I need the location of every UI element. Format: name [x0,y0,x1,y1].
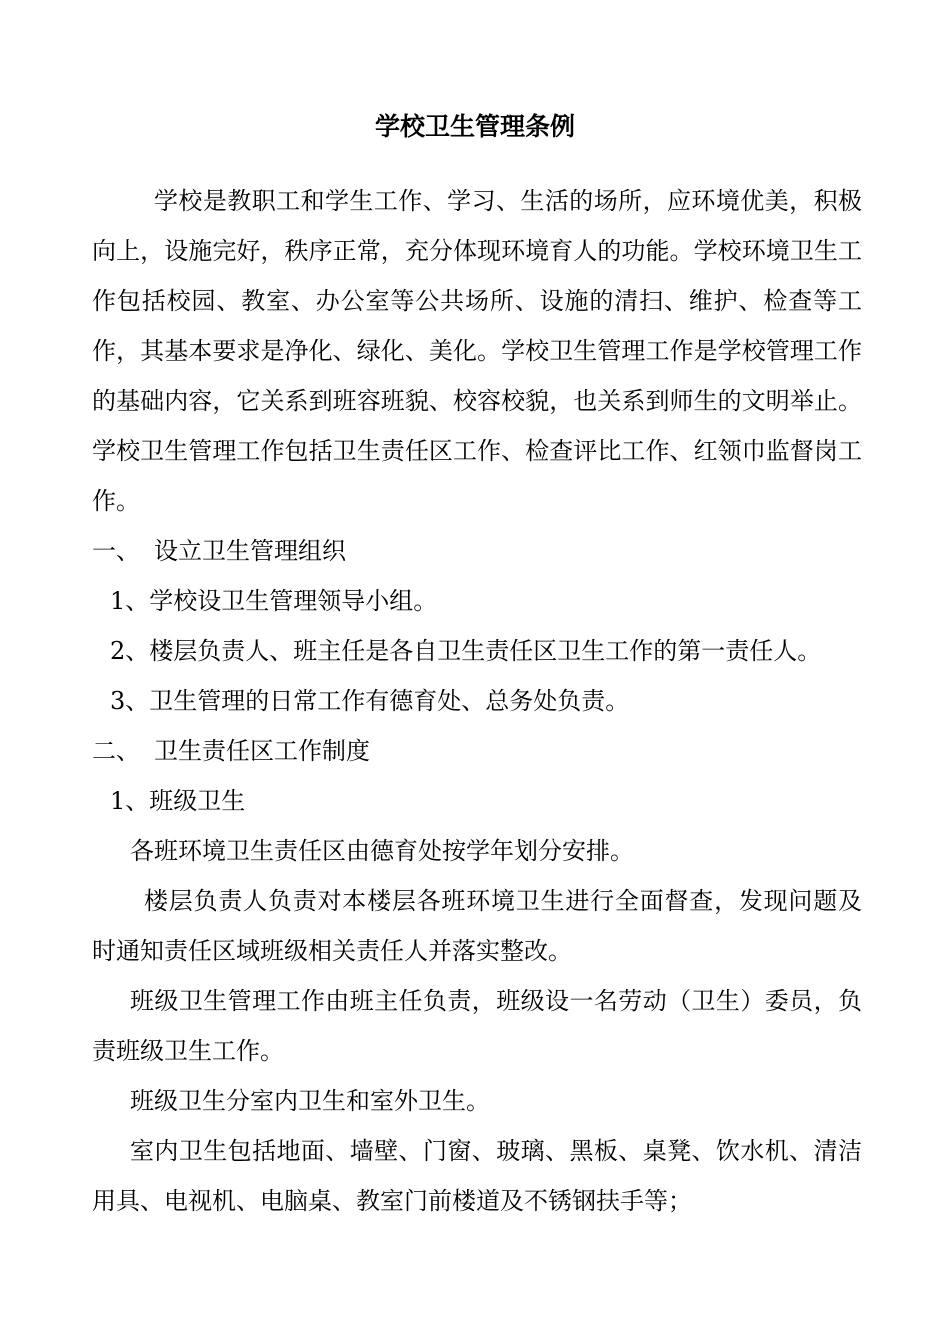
section-heading-2 [92,726,862,776]
section-number: 一、 [92,537,140,565]
document-body [92,176,862,1226]
paragraph: 班级卫生分室内卫生和室外卫生。 [130,1087,490,1115]
list-item: 1、学校设卫生管理领导小组。 [110,587,438,615]
section-title: 卫生责任区工作制度 [154,737,370,765]
paragraph: 室内卫生包括地面、墙壁、门窗、玻璃、黑板、桌凳、饮水机、清洁用具、电视机、电脑桌、教室门前楼道及不锈钢扶手等； [92,1137,862,1215]
intro-paragraph: 学校是教职工和学生工作、学习、生活的场所，应环境优美，积极向上，设施完好，秩序正常，充分体现环境育人的功能。学校环境卫生工作包括校园、教室、办公室等公共场所、设施的清扫、维护、检查等工作，其基本要求是净化、绿化、美化。学校卫生管理工作是学校管理工作的基础内容，它关系到班容班貌、校容校貌，也关系到师生的文明举止。学校卫生管理工作包括卫生责任区工作、检查评比工作、红领巾监督岗工作。 [92,187,862,515]
section-number: 二、 [92,737,140,765]
subsection-heading: 1、班级卫生 [110,787,246,815]
paragraph: 班级卫生管理工作由班主任负责，班级设一名劳动（卫生）委员，负责班级卫生工作。 [92,987,862,1065]
list-item: 3、卫生管理的日常工作有德育处、总务处负责。 [110,687,630,715]
section-heading-1 [92,526,862,576]
document-title: 学校卫生管理条例 [374,112,575,141]
paragraph: 各班环境卫生责任区由德育处按学年划分安排。 [130,837,634,865]
section-title: 设立卫生管理组织 [154,537,346,565]
paragraph: 楼层负责人负责对本楼层各班环境卫生进行全面督查，发现问题及时通知责任区域班级相关责任人并落实整改。 [92,887,862,965]
list-item: 2、楼层负责人、班主任是各自卫生责任区卫生工作的第一责任人。 [110,637,822,665]
